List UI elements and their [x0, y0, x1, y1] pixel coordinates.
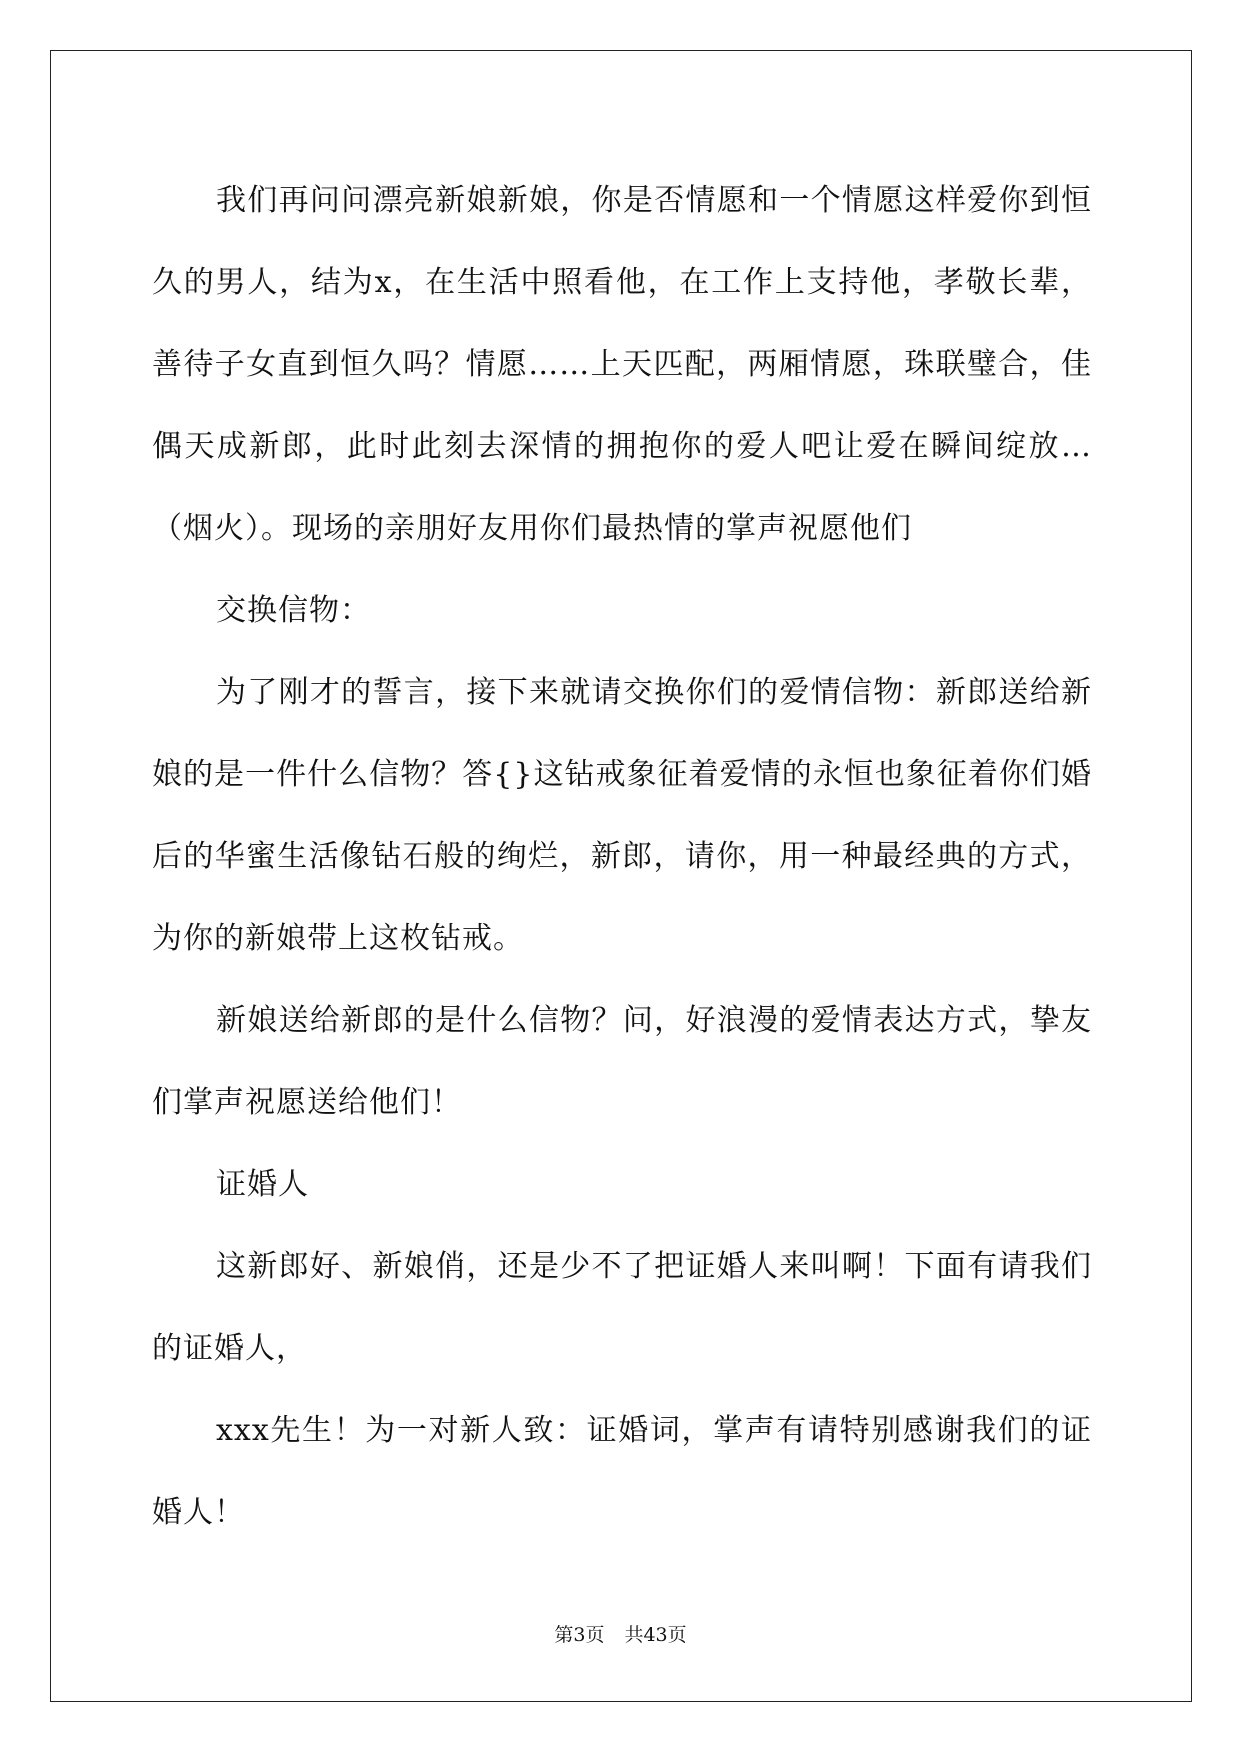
paragraph-bride-token: 新娘送给新郎的是什么信物？问，好浪漫的爱情表达方式，挚友们掌声祝愿送给他们！: [152, 1003, 1092, 1120]
page-number-total: 共43页: [624, 1624, 687, 1646]
paragraph-exchange-ring: 为了刚才的誓言，接下来就请交换你们的爱情信物：新郎送给新娘的是一件什么信物？答{}这钻戒象征着爱情的永恒也象征着你们婚后的华蜜生活像钻石般的绚烂，新郎，请你，用一种最经典的方式，为你的新娘带上这枚钻戒。: [152, 675, 1092, 956]
document-body: [152, 160, 1092, 1554]
page-footer: [0, 1620, 1241, 1647]
heading-exchange-tokens: 交换信物：: [216, 593, 371, 628]
page-number-current: 第3页: [554, 1624, 605, 1646]
paragraph-vow-bride: 我们再问问漂亮新娘新娘，你是否情愿和一个情愿这样爱你到恒久的男人，结为x，在生活中照看他，在工作上支持他，孝敬长辈，善待子女直到恒久吗？情愿……上天匹配，两厢情愿，珠联璧合，佳偶天成新郎，此时此刻去深情的拥抱你的爱人吧让爱在瞬间绽放…（烟火）。现场的亲朋好友用你们最热情的掌声祝愿他们: [152, 183, 1092, 546]
paragraph-invite-witness: 这新郎好、新娘俏，还是少不了把证婚人来叫啊！下面有请我们的证婚人，: [152, 1249, 1092, 1366]
heading-witness: 证婚人: [216, 1167, 309, 1202]
paragraph-witness-speech: xxx先生！为一对新人致：证婚词，掌声有请特别感谢我们的证婚人！: [152, 1413, 1092, 1530]
